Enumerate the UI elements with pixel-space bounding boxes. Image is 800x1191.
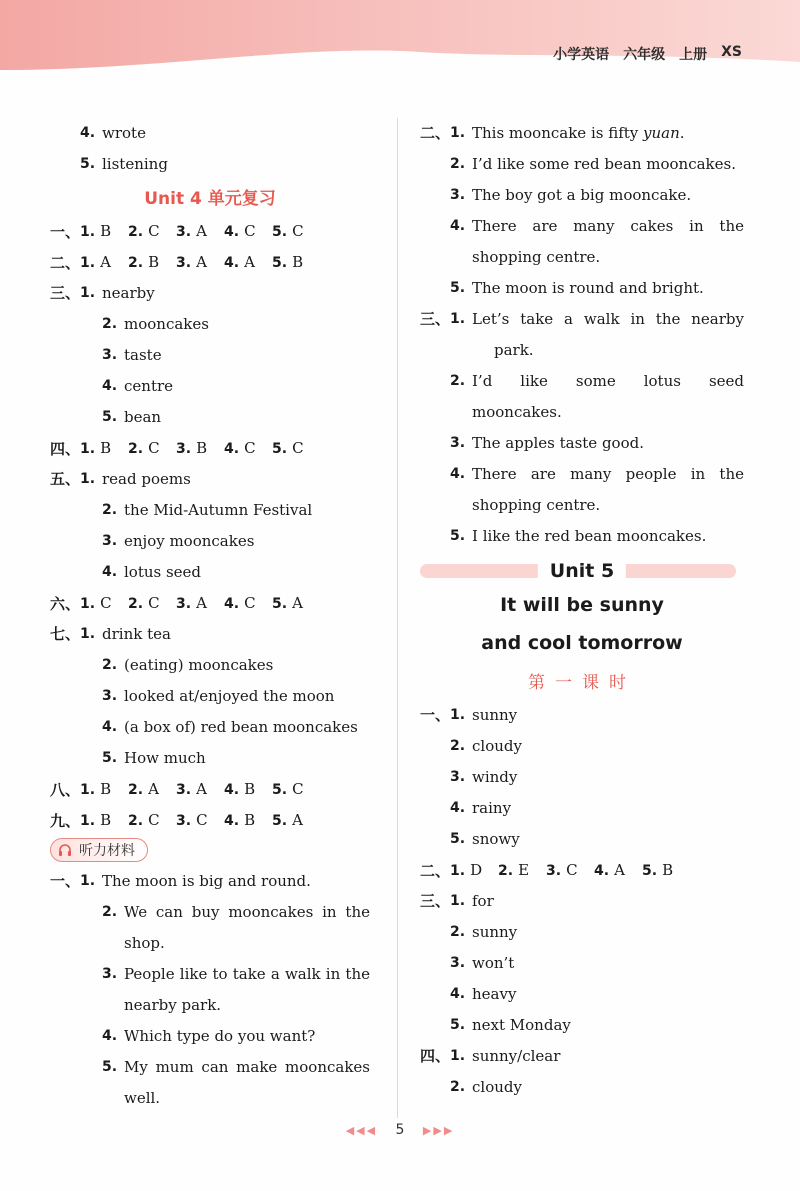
list-item: 5. How much (102, 749, 206, 767)
header-subject: 小学英语 (553, 47, 610, 63)
list-item: 2. sunny (450, 923, 518, 941)
list-item: 2. mooncakes (102, 315, 209, 333)
list-item: 五、 1. read poems (50, 464, 370, 495)
right-column (420, 118, 744, 1103)
list-item-continuation: nearby park. (124, 996, 222, 1014)
section-label: 八、 (50, 780, 81, 799)
unit5-title-line2: and cool tomorrow (481, 632, 683, 654)
listening-label: 听力材料 (79, 843, 135, 859)
list-item: 4. heavy (450, 985, 517, 1003)
section-label: 一、 (50, 222, 81, 241)
list-item-continuation: shopping centre. (472, 248, 601, 266)
section-label: 一、 (50, 872, 81, 890)
section-label: 四、 (50, 439, 81, 458)
list-item: 5. listening (80, 155, 168, 173)
list-item: 3. won’t (450, 954, 515, 972)
page-number-value: 5 (395, 1122, 405, 1138)
list-item: 一、 1. The moon is big and round. (50, 866, 370, 897)
list-item: 5. bean (102, 408, 162, 426)
listening-material-tag (50, 838, 148, 862)
list-item-continuation: well. (124, 1089, 161, 1107)
section-label: 二、 (420, 861, 451, 880)
unit5-banner (420, 558, 744, 584)
list-item: 4. Which type do you want? (102, 1027, 316, 1045)
list-item: 3. The boy got a big mooncake. (450, 186, 692, 204)
mcq-row: 一、 1. B 2. C 3. A 4. C 5. C (50, 216, 370, 247)
section-label: 三、 (420, 310, 451, 328)
section-label: 一、 (420, 706, 451, 724)
header-edition: XS (721, 44, 742, 60)
list-item: 2. the Mid-Autumn Festival (102, 501, 313, 519)
list-item: 4. rainy (450, 799, 512, 817)
list-item: 2. cloudy (450, 1078, 522, 1096)
section-label: 五、 (50, 470, 81, 488)
section-label: 三、 (420, 892, 451, 910)
section-label: 七、 (50, 625, 81, 643)
left-arrows-icon: ◀◀◀ (345, 1124, 378, 1137)
mcq-row: 二、 1. D 2. E 3. C 4. A 5. B (420, 855, 744, 886)
list-item: 2. I’d like some lotus seed (450, 372, 744, 390)
mcq-row: 二、 1. A 2. B 3. A 4. A 5. B (50, 247, 370, 278)
list-item: 四、 1. sunny/clear (420, 1041, 744, 1072)
list-item: 4. There are many people in the (450, 465, 744, 483)
section-label: 六、 (50, 594, 81, 613)
section-label: 二、 (420, 124, 451, 142)
list-item: 3. looked at/enjoyed the moon (102, 687, 335, 705)
list-item: 2. (eating) mooncakes (102, 656, 274, 674)
right-arrows-icon: ▶▶▶ (422, 1124, 455, 1137)
list-item: 3. taste (102, 346, 162, 364)
page-number (0, 1122, 800, 1138)
left-column (50, 118, 370, 1114)
list-item: 5. next Monday (450, 1016, 571, 1034)
header-meta (553, 44, 742, 64)
mcq-row: 八、 1. B 2. A 3. A 4. B 5. C (50, 774, 370, 805)
header-band (0, 0, 800, 78)
list-item: 二、 1. This mooncake is fifty yuan. (420, 118, 744, 149)
list-item: 5. snowy (450, 830, 520, 848)
list-item: 4. wrote (80, 124, 146, 142)
list-item: 4. centre (102, 377, 174, 395)
list-item: 一、 1. sunny (420, 700, 744, 731)
lesson-title: 第一课时 (528, 673, 636, 693)
list-item: 3. The apples taste good. (450, 434, 644, 452)
list-item: 2. I’d like some red bean mooncakes. (450, 155, 736, 173)
list-item-continuation: mooncakes. (472, 403, 562, 421)
list-item: 4. (a box of) red bean mooncakes (102, 718, 358, 736)
list-item: 七、 1. drink tea (50, 619, 370, 650)
list-item: 4. lotus seed (102, 563, 202, 581)
list-item-continuation: shop. (124, 934, 165, 952)
list-item: 5. I like the red bean mooncakes. (450, 527, 707, 545)
list-item: 三、 1. nearby (50, 278, 370, 309)
mcq-row: 九、 1. B 2. C 3. C 4. B 5. A (50, 805, 370, 836)
section-label: 二、 (50, 253, 81, 272)
section-label: 三、 (50, 284, 81, 302)
list-item: 3. enjoy mooncakes (102, 532, 255, 550)
section-label: 四、 (420, 1047, 451, 1065)
list-item: 4. There are many cakes in the (450, 217, 744, 235)
list-item-continuation: shopping centre. (472, 496, 601, 514)
list-item-continuation: park. (494, 341, 534, 359)
header-volume: 上册 (679, 47, 708, 63)
mcq-row: 六、 1. C 2. C 3. A 4. C 5. A (50, 588, 370, 619)
list-item: 5. My mum can make mooncakes (102, 1058, 370, 1076)
unit4-title: Unit 4 单元复习 (144, 189, 276, 209)
section-label: 九、 (50, 811, 81, 830)
headphones-icon (57, 842, 73, 858)
list-item: 2. cloudy (450, 737, 522, 755)
list-item: 3. windy (450, 768, 518, 786)
header-grade: 六年级 (623, 47, 666, 63)
unit5-label: Unit 5 (538, 558, 626, 584)
list-item: 5. The moon is round and bright. (450, 279, 704, 297)
column-divider (397, 118, 398, 1118)
mcq-row: 四、 1. B 2. C 3. B 4. C 5. C (50, 433, 370, 464)
list-item: 3. People like to take a walk in the (102, 965, 370, 983)
unit5-title-line1: It will be sunny (500, 594, 664, 616)
list-item: 三、 1. for (420, 886, 744, 917)
list-item: 三、 1. Let’s take a walk in the nearby (420, 304, 744, 335)
list-item: 2. We can buy mooncakes in the (102, 903, 370, 921)
